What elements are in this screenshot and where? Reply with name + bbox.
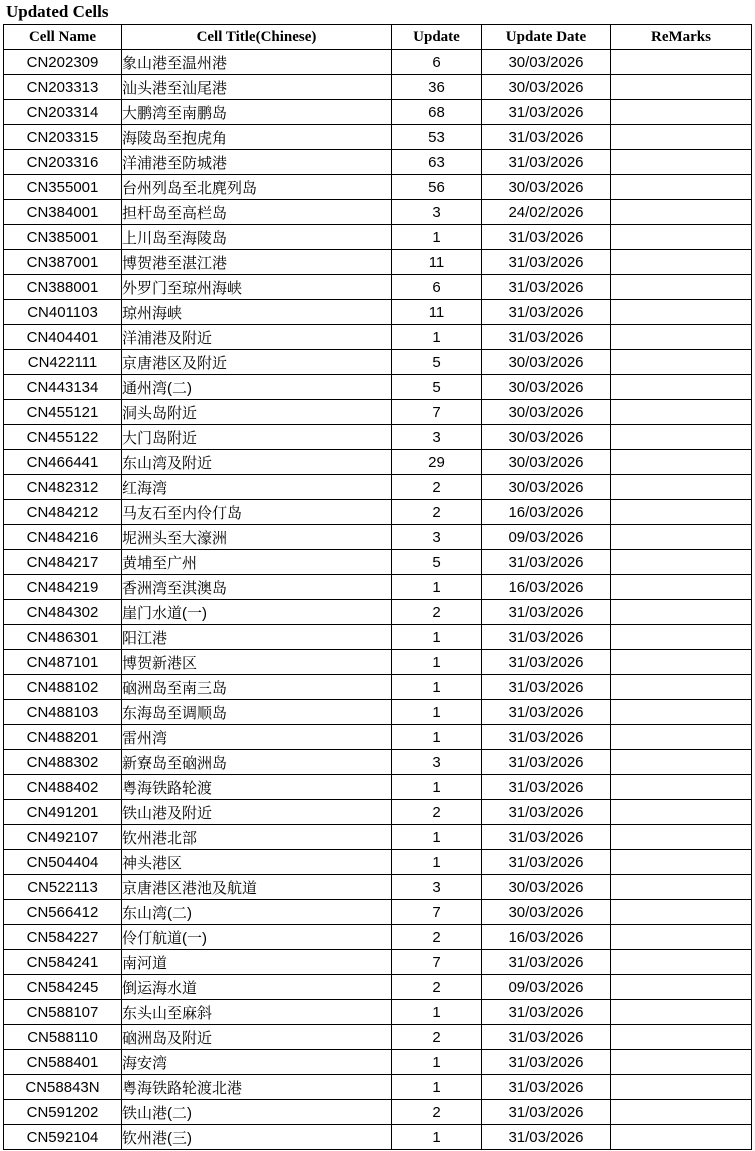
remarks (611, 75, 752, 100)
update-count: 2 (392, 475, 482, 500)
update-date: 09/03/2026 (482, 975, 611, 1000)
column-header-update-date: Update Date (482, 25, 611, 50)
remarks (611, 375, 752, 400)
update-count: 1 (392, 775, 482, 800)
cell-name: CN388001 (4, 275, 122, 300)
update-date: 31/03/2026 (482, 950, 611, 975)
update-count: 5 (392, 375, 482, 400)
cell-title: 新寮岛至硇洲岛 (122, 750, 392, 775)
table-row (4, 1025, 752, 1050)
cell-name: CN588401 (4, 1050, 122, 1075)
cell-title: 雷州湾 (122, 725, 392, 750)
cell-name: CN355001 (4, 175, 122, 200)
cell-name: CN488103 (4, 700, 122, 725)
cell-title: 海安湾 (122, 1050, 392, 1075)
page-title: Updated Cells (6, 2, 109, 21)
table-row (4, 625, 752, 650)
update-date: 31/03/2026 (482, 750, 611, 775)
remarks (611, 850, 752, 875)
table-row (4, 375, 752, 400)
update-date: 30/03/2026 (482, 475, 611, 500)
cell-name: CN592104 (4, 1125, 122, 1150)
update-count: 1 (392, 1050, 482, 1075)
cell-title: 上川岛至海陵岛 (122, 225, 392, 250)
update-count: 1 (392, 225, 482, 250)
cell-name: CN203314 (4, 100, 122, 125)
table-row (4, 50, 752, 75)
remarks (611, 925, 752, 950)
update-count: 1 (392, 700, 482, 725)
cell-title: 东山湾及附近 (122, 450, 392, 475)
remarks (611, 175, 752, 200)
table-row (4, 325, 752, 350)
remarks (611, 150, 752, 175)
update-date: 31/03/2026 (482, 625, 611, 650)
remarks (611, 725, 752, 750)
update-count: 2 (392, 800, 482, 825)
update-count: 3 (392, 425, 482, 450)
update-count: 5 (392, 550, 482, 575)
cell-name: CN466441 (4, 450, 122, 475)
update-date: 30/03/2026 (482, 450, 611, 475)
update-count: 1 (392, 675, 482, 700)
remarks (611, 1000, 752, 1025)
cell-title: 海陵岛至抱虎角 (122, 125, 392, 150)
table-row (4, 500, 752, 525)
update-date: 30/03/2026 (482, 175, 611, 200)
cell-title: 外罗门至琼州海峡 (122, 275, 392, 300)
update-date: 31/03/2026 (482, 150, 611, 175)
remarks (611, 350, 752, 375)
update-date: 31/03/2026 (482, 550, 611, 575)
cell-name: CN488302 (4, 750, 122, 775)
cell-name: CN488402 (4, 775, 122, 800)
update-count: 1 (392, 625, 482, 650)
cell-name: CN203315 (4, 125, 122, 150)
table-row (4, 900, 752, 925)
update-count: 3 (392, 525, 482, 550)
table-row (4, 775, 752, 800)
cell-title: 大门岛附近 (122, 425, 392, 450)
cell-title: 汕头港至汕尾港 (122, 75, 392, 100)
cell-name: CN591202 (4, 1100, 122, 1125)
update-count: 1 (392, 1000, 482, 1025)
table-row (4, 425, 752, 450)
cell-title: 马友石至内伶仃岛 (122, 500, 392, 525)
update-date: 30/03/2026 (482, 875, 611, 900)
update-date: 30/03/2026 (482, 425, 611, 450)
cell-title: 大鹏湾至南鹏岛 (122, 100, 392, 125)
table-row (4, 700, 752, 725)
update-count: 2 (392, 600, 482, 625)
table-row (4, 725, 752, 750)
update-date: 30/03/2026 (482, 400, 611, 425)
cell-title: 粤海铁路轮渡北港 (122, 1075, 392, 1100)
cell-name: CN422111 (4, 350, 122, 375)
table-row (4, 475, 752, 500)
cell-title: 伶仃航道(一) (122, 925, 392, 950)
update-date: 31/03/2026 (482, 850, 611, 875)
cell-title: 坭洲头至大濠洲 (122, 525, 392, 550)
update-count: 36 (392, 75, 482, 100)
remarks (611, 50, 752, 75)
update-date: 30/03/2026 (482, 900, 611, 925)
update-date: 31/03/2026 (482, 800, 611, 825)
cell-name: CN484217 (4, 550, 122, 575)
remarks (611, 775, 752, 800)
update-count: 1 (392, 325, 482, 350)
update-count: 1 (392, 825, 482, 850)
remarks (611, 275, 752, 300)
cell-name: CN484212 (4, 500, 122, 525)
table-row (4, 75, 752, 100)
remarks (611, 1100, 752, 1125)
column-header-cell-name: Cell Name (4, 25, 122, 50)
cell-title: 台州列岛至北麂列岛 (122, 175, 392, 200)
update-date: 31/03/2026 (482, 1100, 611, 1125)
cell-title: 京唐港区及附近 (122, 350, 392, 375)
cell-title: 洋浦港及附近 (122, 325, 392, 350)
update-count: 6 (392, 275, 482, 300)
cell-name: CN455121 (4, 400, 122, 425)
update-count: 7 (392, 900, 482, 925)
cell-title: 京唐港区港池及航道 (122, 875, 392, 900)
cell-name: CN58843N (4, 1075, 122, 1100)
cell-title: 红海湾 (122, 475, 392, 500)
updated-cells-table (3, 24, 752, 1150)
cell-title: 铁山港(二) (122, 1100, 392, 1125)
table-row (4, 225, 752, 250)
update-count: 29 (392, 450, 482, 475)
table-row (4, 800, 752, 825)
update-count: 2 (392, 1025, 482, 1050)
update-date: 30/03/2026 (482, 50, 611, 75)
cell-name: CN387001 (4, 250, 122, 275)
cell-name: CN588110 (4, 1025, 122, 1050)
cell-title: 洞头岛附近 (122, 400, 392, 425)
table-row (4, 100, 752, 125)
cell-title: 琼州海峡 (122, 300, 392, 325)
remarks (611, 975, 752, 1000)
update-date: 09/03/2026 (482, 525, 611, 550)
cell-name: CN492107 (4, 825, 122, 850)
update-date: 30/03/2026 (482, 375, 611, 400)
update-date: 31/03/2026 (482, 1075, 611, 1100)
update-count: 7 (392, 950, 482, 975)
update-date: 31/03/2026 (482, 825, 611, 850)
cell-name: CN522113 (4, 875, 122, 900)
remarks (611, 650, 752, 675)
column-header-remarks: ReMarks (611, 25, 752, 50)
remarks (611, 950, 752, 975)
remarks (611, 1075, 752, 1100)
cell-title: 博贺港至湛江港 (122, 250, 392, 275)
cell-name: CN203313 (4, 75, 122, 100)
table-row (4, 575, 752, 600)
remarks (611, 575, 752, 600)
table-row (4, 1100, 752, 1125)
remarks (611, 1025, 752, 1050)
column-header-cell-title: Cell Title(Chinese) (122, 25, 392, 50)
cell-name: CN488201 (4, 725, 122, 750)
cell-name: CN588107 (4, 1000, 122, 1025)
table-row (4, 750, 752, 775)
update-date: 31/03/2026 (482, 1025, 611, 1050)
table-row (4, 950, 752, 975)
remarks (611, 125, 752, 150)
update-count: 63 (392, 150, 482, 175)
remarks (611, 100, 752, 125)
cell-name: CN584245 (4, 975, 122, 1000)
update-count: 1 (392, 725, 482, 750)
cell-title: 香洲湾至淇澳岛 (122, 575, 392, 600)
cell-title: 崖门水道(一) (122, 600, 392, 625)
update-date: 16/03/2026 (482, 925, 611, 950)
table-row (4, 150, 752, 175)
cell-title: 硇洲岛至南三岛 (122, 675, 392, 700)
table-row (4, 975, 752, 1000)
cell-name: CN484302 (4, 600, 122, 625)
cell-name: CN504404 (4, 850, 122, 875)
remarks (611, 700, 752, 725)
table-row (4, 400, 752, 425)
cell-name: CN404401 (4, 325, 122, 350)
table-row (4, 450, 752, 475)
table-row (4, 600, 752, 625)
cell-title: 硇洲岛及附近 (122, 1025, 392, 1050)
cell-name: CN443134 (4, 375, 122, 400)
update-date: 31/03/2026 (482, 300, 611, 325)
cell-name: CN202309 (4, 50, 122, 75)
cell-title: 铁山港及附近 (122, 800, 392, 825)
cell-name: CN455122 (4, 425, 122, 450)
update-count: 5 (392, 350, 482, 375)
update-date: 31/03/2026 (482, 1125, 611, 1150)
table-row (4, 1075, 752, 1100)
update-date: 31/03/2026 (482, 225, 611, 250)
update-count: 2 (392, 500, 482, 525)
remarks (611, 250, 752, 275)
remarks (611, 875, 752, 900)
table-row (4, 1125, 752, 1150)
update-date: 31/03/2026 (482, 125, 611, 150)
remarks (611, 325, 752, 350)
update-count: 53 (392, 125, 482, 150)
update-count: 3 (392, 200, 482, 225)
update-date: 31/03/2026 (482, 725, 611, 750)
remarks (611, 525, 752, 550)
column-header-update: Update (392, 25, 482, 50)
remarks (611, 450, 752, 475)
cell-name: CN385001 (4, 225, 122, 250)
cell-title: 博贺新港区 (122, 650, 392, 675)
update-date: 31/03/2026 (482, 1000, 611, 1025)
cell-title: 东海岛至调顺岛 (122, 700, 392, 725)
cell-title: 钦州港(三) (122, 1125, 392, 1150)
update-date: 30/03/2026 (482, 75, 611, 100)
table-row (4, 550, 752, 575)
cell-title: 东头山至麻斜 (122, 1000, 392, 1025)
table-row (4, 525, 752, 550)
update-count: 1 (392, 575, 482, 600)
remarks (611, 550, 752, 575)
remarks (611, 625, 752, 650)
cell-name: CN584241 (4, 950, 122, 975)
remarks (611, 900, 752, 925)
update-date: 31/03/2026 (482, 250, 611, 275)
update-date: 31/03/2026 (482, 700, 611, 725)
cell-title: 通州湾(二) (122, 375, 392, 400)
update-count: 6 (392, 50, 482, 75)
cell-name: CN584227 (4, 925, 122, 950)
table-row (4, 250, 752, 275)
update-date: 30/03/2026 (482, 350, 611, 375)
update-date: 31/03/2026 (482, 275, 611, 300)
remarks (611, 475, 752, 500)
update-count: 3 (392, 875, 482, 900)
cell-title: 洋浦港至防城港 (122, 150, 392, 175)
table-row (4, 1050, 752, 1075)
remarks (611, 425, 752, 450)
update-date: 24/02/2026 (482, 200, 611, 225)
remarks (611, 800, 752, 825)
update-date: 31/03/2026 (482, 675, 611, 700)
cell-name: CN488102 (4, 675, 122, 700)
cell-name: CN491201 (4, 800, 122, 825)
update-date: 31/03/2026 (482, 100, 611, 125)
update-date: 31/03/2026 (482, 1050, 611, 1075)
cell-name: CN484216 (4, 525, 122, 550)
table-row (4, 850, 752, 875)
cell-name: CN482312 (4, 475, 122, 500)
cell-name: CN484219 (4, 575, 122, 600)
update-count: 1 (392, 1075, 482, 1100)
remarks (611, 1125, 752, 1150)
table-row (4, 275, 752, 300)
cell-name: CN486301 (4, 625, 122, 650)
update-count: 1 (392, 1125, 482, 1150)
update-date: 31/03/2026 (482, 325, 611, 350)
cell-name: CN566412 (4, 900, 122, 925)
update-date: 31/03/2026 (482, 775, 611, 800)
update-count: 1 (392, 850, 482, 875)
update-count: 68 (392, 100, 482, 125)
remarks (611, 200, 752, 225)
update-count: 3 (392, 750, 482, 775)
remarks (611, 600, 752, 625)
remarks (611, 1050, 752, 1075)
table-row (4, 675, 752, 700)
table-row (4, 125, 752, 150)
remarks (611, 400, 752, 425)
table-row (4, 650, 752, 675)
remarks (611, 225, 752, 250)
update-date: 31/03/2026 (482, 600, 611, 625)
update-date: 16/03/2026 (482, 575, 611, 600)
table-row (4, 350, 752, 375)
update-count: 2 (392, 925, 482, 950)
cell-title: 倒运海水道 (122, 975, 392, 1000)
cell-name: CN487101 (4, 650, 122, 675)
cell-title: 钦州港北部 (122, 825, 392, 850)
remarks (611, 675, 752, 700)
update-date: 16/03/2026 (482, 500, 611, 525)
cell-title: 黄埔至广州 (122, 550, 392, 575)
table-row (4, 825, 752, 850)
cell-title: 神头港区 (122, 850, 392, 875)
cell-title: 东山湾(二) (122, 900, 392, 925)
table-body (4, 50, 752, 1150)
table-row (4, 925, 752, 950)
cell-title: 担杆岛至高栏岛 (122, 200, 392, 225)
update-date: 31/03/2026 (482, 650, 611, 675)
cell-name: CN384001 (4, 200, 122, 225)
cell-title: 南河道 (122, 950, 392, 975)
table-row (4, 200, 752, 225)
cell-name: CN401103 (4, 300, 122, 325)
table-row (4, 300, 752, 325)
remarks (611, 300, 752, 325)
update-count: 11 (392, 250, 482, 275)
update-count: 2 (392, 1100, 482, 1125)
table-row (4, 875, 752, 900)
remarks (611, 825, 752, 850)
cell-title: 象山港至温州港 (122, 50, 392, 75)
cell-name: CN203316 (4, 150, 122, 175)
update-count: 1 (392, 650, 482, 675)
cell-title: 阳江港 (122, 625, 392, 650)
header-row (4, 25, 752, 50)
update-count: 7 (392, 400, 482, 425)
update-count: 56 (392, 175, 482, 200)
update-count: 11 (392, 300, 482, 325)
remarks (611, 750, 752, 775)
update-count: 2 (392, 975, 482, 1000)
table-row (4, 1000, 752, 1025)
table-row (4, 175, 752, 200)
cell-title: 粤海铁路轮渡 (122, 775, 392, 800)
remarks (611, 500, 752, 525)
